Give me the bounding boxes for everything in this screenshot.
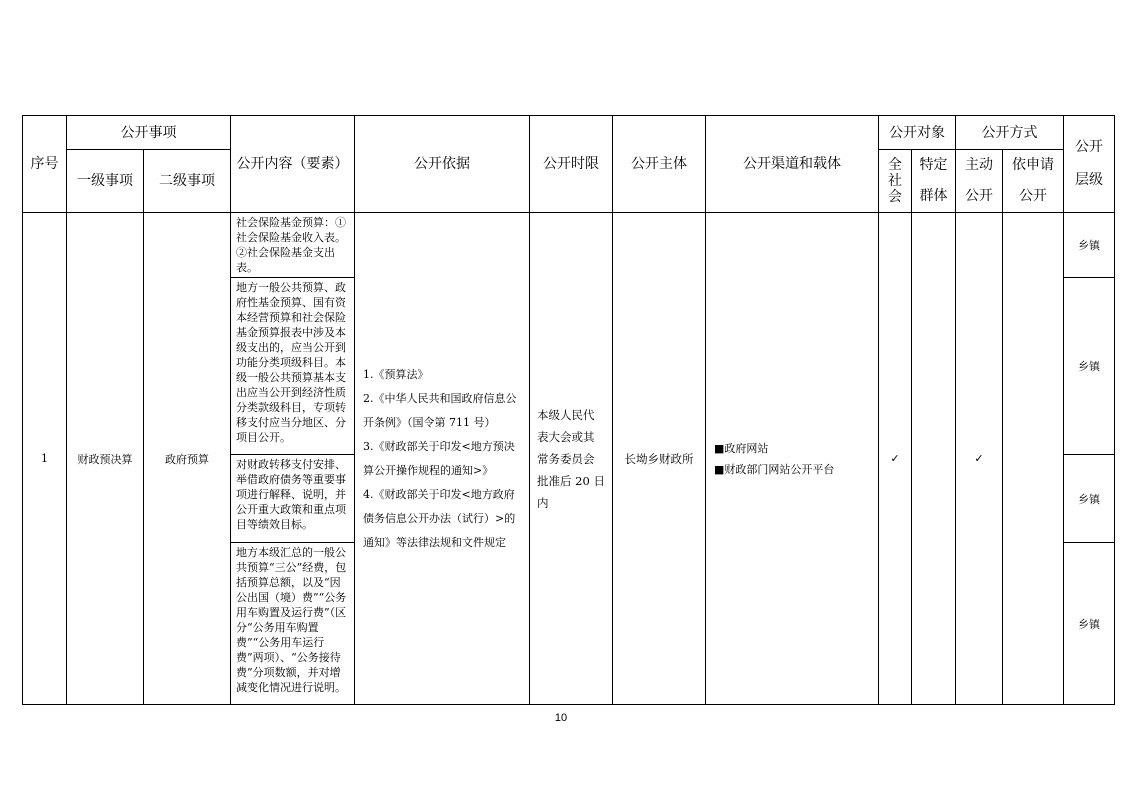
row-time-limit: 本级人民代表大会或其常务委员会批准后 20 日内 xyxy=(530,213,613,705)
row-item-l2: 政府预算 xyxy=(144,213,231,705)
header-content: 公开内容（要素） xyxy=(231,116,355,213)
level-cell: 乡镇 xyxy=(1064,213,1115,278)
disclosure-table xyxy=(22,115,1115,705)
row-method-apply xyxy=(1003,213,1064,705)
header-item-l1: 一级事项 xyxy=(67,150,144,213)
header-items-group: 公开事项 xyxy=(67,116,231,150)
row-basis xyxy=(355,213,530,705)
page-number: 10 xyxy=(554,712,568,724)
header-time-limit: 公开时限 xyxy=(530,116,613,213)
header-seq: 序号 xyxy=(23,116,67,213)
content-item: 地方一般公共预算、政府性基金预算、国有资本经营预算和社会保险基金预算报表中涉及本级支出的，应当公开到功能分类项级科目。本级一般公共预算基本支出应当公开到经济性质分类款级科目，专项转移支付应当分地区、分项目公开。 xyxy=(231,278,355,455)
content-item: 社会保险基金预算：①社会保险基金收入表。②社会保险基金支出表。 xyxy=(231,213,355,278)
header-target-specific: 特定 群体 xyxy=(912,150,956,213)
header-method-group: 公开方式 xyxy=(956,116,1064,150)
level-cell: 乡镇 xyxy=(1064,278,1115,455)
row-item-l1: 财政预决算 xyxy=(67,213,144,705)
row-method-active: ✓ xyxy=(956,213,1003,705)
header-basis: 公开依据 xyxy=(355,116,530,213)
header-channel: 公开渠道和载体 xyxy=(706,116,879,213)
content-item: 对财政转移支付安排、举借政府债务等重要事项进行解释、说明，并公开重大政策和重点项目等绩效目标。 xyxy=(231,455,355,543)
header-subject: 公开主体 xyxy=(613,116,706,213)
basis-item: 2.《中华人民共和国政府信息公开条例》（国令第 711 号） xyxy=(363,391,517,429)
basis-item: 1.《预算法》 xyxy=(363,367,429,381)
header-item-l2: 二级事项 xyxy=(144,150,231,213)
content-item: 地方本级汇总的一般公共预算“三公”经费，包括预算总额，以及“因公出国（境）费”“公务用车购置及运行费”（区分“公务用车购置费”“公务用车运行费”两项）、“公务接待费”分项数额，并对增减变化情况进行说明。 xyxy=(231,543,355,705)
row-seq: 1 xyxy=(23,213,67,705)
header-method-active: 主动 公开 xyxy=(956,150,1003,213)
header-method-apply: 依申请 公开 xyxy=(1003,150,1064,213)
header-level: 公开 层级 xyxy=(1064,116,1115,213)
row-target-specific xyxy=(912,213,956,705)
header-target-all: 全 社 会 xyxy=(879,150,912,213)
level-cell: 乡镇 xyxy=(1064,543,1115,705)
channel-item: ■财政部门网站公开平台 xyxy=(714,462,835,476)
level-cell: 乡镇 xyxy=(1064,455,1115,543)
row-channel xyxy=(706,213,879,705)
channel-item: ■政府网站 xyxy=(714,441,769,455)
basis-item: 4.《财政部关于印发<地方政府债务信息公开办法（试行）>的通知》等法律法规和文件规定 xyxy=(363,487,516,549)
row-target-all: ✓ xyxy=(879,213,912,705)
header-target-group: 公开对象 xyxy=(879,116,956,150)
basis-item: 3.《财政部关于印发<地方预决算公开操作规程的通知>》 xyxy=(363,439,515,477)
row-subject: 长坳乡财政所 xyxy=(613,213,706,705)
